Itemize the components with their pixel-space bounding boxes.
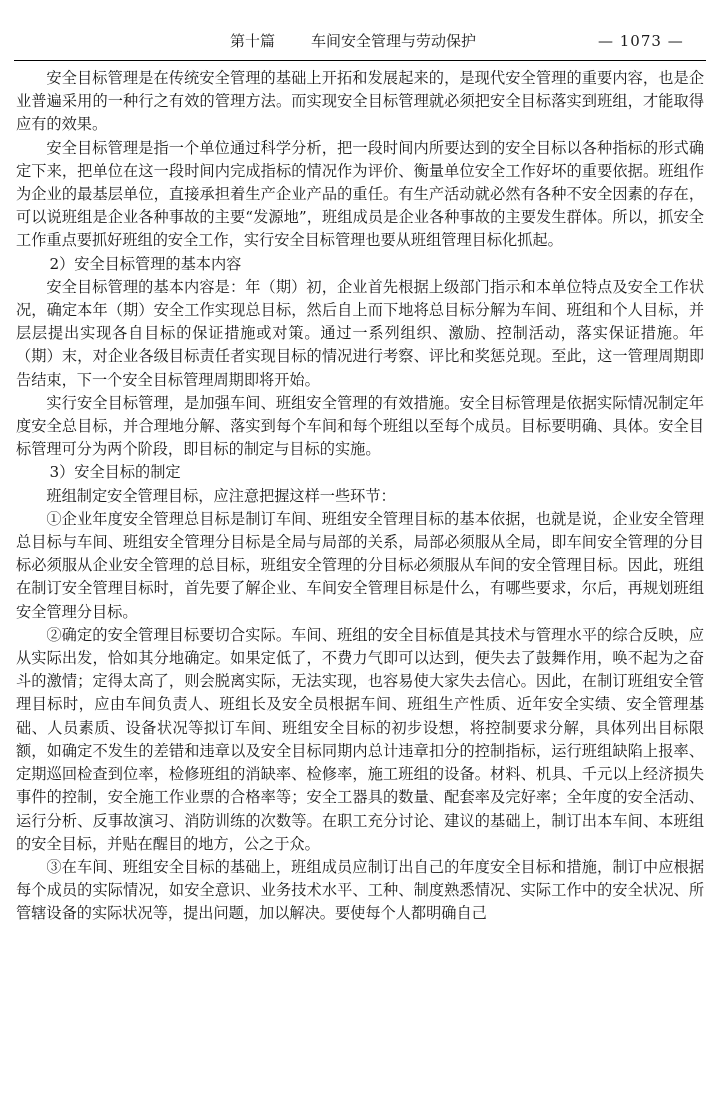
paragraph: 实行安全目标管理，是加强车间、班组安全管理的有效措施。安全目标管理是依据实际情况制定年度安全总目标，并合理地分解、落实到每个车间和每个班组以至每个成员。目标要明确、具体。安全目标管理可分为两个阶段，即目标的制定与目标的实施。 — [16, 393, 704, 459]
list-paragraph: ②确定的安全管理目标要切合实际。车间、班组的安全目标值是其技术与管理水平的综合反映，应从实际出发，恰如其分地确定。如果定低了，不费力气即可以达到，便失去了鼓舞作用，唤不起为之奋斗的激情；定得太高了，则会脱离实际，无法实现，也容易使大家失去信心。因此，在制订班组安全管理目标时，应由车间负责人、班组长及安全员根据车间、班组生产性质、近年安全实绩、安全管理基础、人员素质、设备状况等拟订车间、班组安全目标的初步设想，将控制要求分解，具体列出目标限额，如确定不发生的差错和违章以及安全目标同期内总计违章扣分的控制指标，运行班组缺陷上报率、定期巡回检查到位率，检修班组的消缺率、检修率，施工班组的设备。材料、机具、千元以上经济损失事件的控制，安全施工作业票的合格率等；安全工器具的数量、配套率及完好率；全年度的安全活动、运行分析、反事故演习、消防训练的次数等。在职工充分讨论、建议的基础上，制订出本车间、本班组的安全目标，并贴在醒目的地方，公之于众。 — [16, 625, 704, 853]
page-header — [14, 0, 706, 61]
paragraph: 安全目标管理的基本内容是：年（期）初，企业首先根据上级部门指示和本单位特点及安全工作状况，确定本年（期）安全工作实现总目标，然后自上而下地将总目标分解为车间、班组和个人目标，并层层提出实现各自目标的保证措施或对策。通过一系列组织、激励、控制活动，落实保证措施。年（期）末，对企业各级目标责任者实现目标的情况进行考察、评比和奖惩兑现。至此，这一管理周期即告结束，下一个安全目标管理周期即将开始。 — [16, 277, 704, 389]
paragraph: 班组制定安全管理目标，应注意把握这样一些环节： — [46, 486, 396, 505]
paragraph: 安全目标管理是在传统安全管理的基础上开拓和发展起来的，是现代安全管理的重要内容，也是企业普遍采用的一种行之有效的管理方法。而实现安全目标管理就必须把安全目标落实到班组，才能取得应有的效果。 — [16, 69, 704, 134]
header-chapter-title: 车间安全管理与劳动保护 — [311, 32, 477, 50]
section-heading: 2）安全目标管理的基本内容 — [49, 254, 242, 273]
paragraph: 安全目标管理是指一个单位通过科学分析，把一段时间内所要达到的安全目标以各种指标的形式确定下来，把单位在这一段时间内完成指标的情况作为评价、衡量单位安全工作好坏的重要依据。班组作为企业的最基层单位，直接承担着生产企业产品的重任。有生产活动就必然有各种不安全因素的存在，可以说班组是企业各种事故的主要“发源地”，班组成员是企业各种事故的主要发生群体。所以，抓安全工作重点要抓好班组的安全工作，实行安全目标管理也要从班组管理目标化抓起。 — [16, 138, 704, 250]
body-text — [16, 67, 704, 926]
header-part-label: 第十篇 — [230, 32, 276, 50]
page-number: — 1073 — — [598, 32, 684, 50]
list-paragraph: ①企业年度安全管理总目标是制订车间、班组安全管理目标的基本依据，也就是说，企业安全管理总目标与车间、班组安全管理分目标是全局与局部的关系，局部必须服从全局，即车间安全管理的分目标必须服从企业安全管理的总目标，班组安全管理的分目标必须服从车间的安全管理目标。因此，班组在制订安全管理目标时，首先要了解企业、车间安全管理目标是什么，有哪些要求，尔后，再规划班组安全管理分目标。 — [16, 509, 704, 621]
list-paragraph: ③在车间、班组安全目标的基础上，班组成员应制订出自己的年度安全目标和措施，制订中应根据每个成员的实际情况，如安全意识、业务技术水平、工种、制度熟悉情况、实际工作中的安全状况、所管辖设备的实际状况等，提出问题，加以解决。要使每个人都明确自己 — [16, 857, 704, 923]
section-heading: 3）安全目标的制定 — [49, 463, 181, 482]
